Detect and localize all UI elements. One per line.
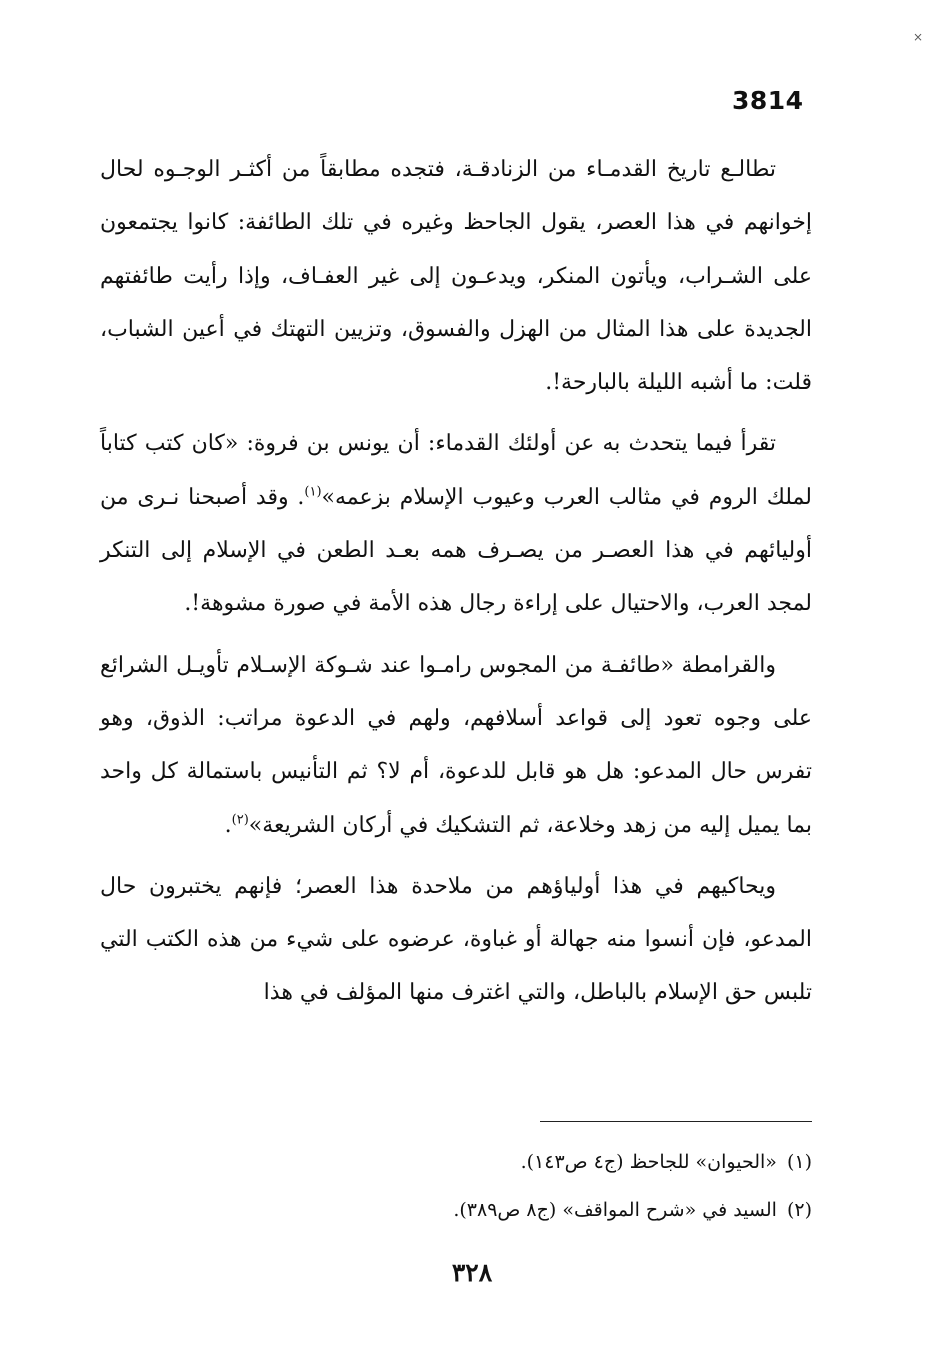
footnote-ref-2[interactable]: (٢) bbox=[231, 812, 249, 828]
paragraph-2-tail: . وقد أصبحنا نـرى من أوليائهم في هذا العصـر من يصـرف همه بعـد الطعن في الإسلام إلى التنكر لمجد العرب، والاحتيال على إراءة رجال هذه الأمة في صورة مشوهة!. bbox=[100, 484, 812, 617]
paragraph-3 bbox=[100, 639, 812, 852]
paragraph-2-text: تقرأ فيما يتحدث به عن أولئك القدماء: أن يونس بن فروة: «كان كتب كتاباً لملك الروم في مثالب العرب وعيوب الإسلام بزعمه» bbox=[100, 431, 812, 510]
footnote-1 bbox=[100, 1138, 812, 1186]
footnote-1-text: «الحيوان» للجاحظ (ج٤ ص١٤٣). bbox=[520, 1151, 777, 1173]
footnote-2-number: (٢) bbox=[786, 1199, 812, 1221]
paragraph-1 bbox=[100, 143, 812, 409]
footnote-ref-1[interactable]: (١) bbox=[304, 484, 322, 500]
body-text bbox=[100, 143, 812, 1028]
page-number: ٣٢٨ bbox=[451, 1258, 493, 1287]
corner-mark: × bbox=[913, 30, 924, 44]
footnotes bbox=[100, 1138, 812, 1234]
paragraph-4 bbox=[100, 860, 812, 1020]
footnote-1-number: (١) bbox=[786, 1151, 812, 1173]
page-id: 3814 bbox=[732, 86, 804, 115]
footnote-2 bbox=[100, 1186, 812, 1234]
paragraph-3-text: والقرامطة «طائفـة من المجوس رامـوا عند شـوكة الإسـلام تأويـل الشرائع على وجوه تعود إلى قواعد أسلافهم، ولهم في الدعوة مراتب: الذوق، وهو تفرس حال المدعو: هل هو قابل للدعوة، أم لا؟ ثم التأنيس باستمالة كل واحد بما يميل إليه من زهد وخلاعة، ثم التشكيك في أركان الشريعة» bbox=[100, 652, 812, 838]
footnote-2-text: السيد في «شرح المواقف» (ج٨ ص٣٨٩). bbox=[453, 1199, 777, 1221]
paragraph-2 bbox=[100, 417, 812, 630]
paragraph-3-tail: . bbox=[224, 812, 232, 838]
paragraph-4-text: ويحاكيهم في هذا أولياؤهم من ملاحدة هذا العصر؛ فإنهم يختبرون حال المدعو، فإن أنسوا منه جهالة أو غباوة، عرضوه على شيء من هذه الكتب التي تلبس حق الإسلام بالباطل، والتي اغترف منها المؤلف في هذا bbox=[100, 873, 812, 1006]
footnote-divider bbox=[540, 1121, 812, 1122]
paragraph-1-text: تطالـع تاريخ القدمـاء من الزنادقـة، فتجده مطابقاً من أكثـر الوجـوه لحال إخوانهم في هذا العصر، يقول الجاحظ وغيره في تلك الطائفة: كانوا يجتمعون على الشـراب، ويأتون المنكر، ويدعـون إلى غير العفـاف، وإذا رأيت طائفتهم الجديدة على هذا المثال من الهزل والفسوق، وتزيين التهتك في أعين الشباب، قلت: ما أشبه الليلة بالبارحة!. bbox=[100, 157, 812, 396]
